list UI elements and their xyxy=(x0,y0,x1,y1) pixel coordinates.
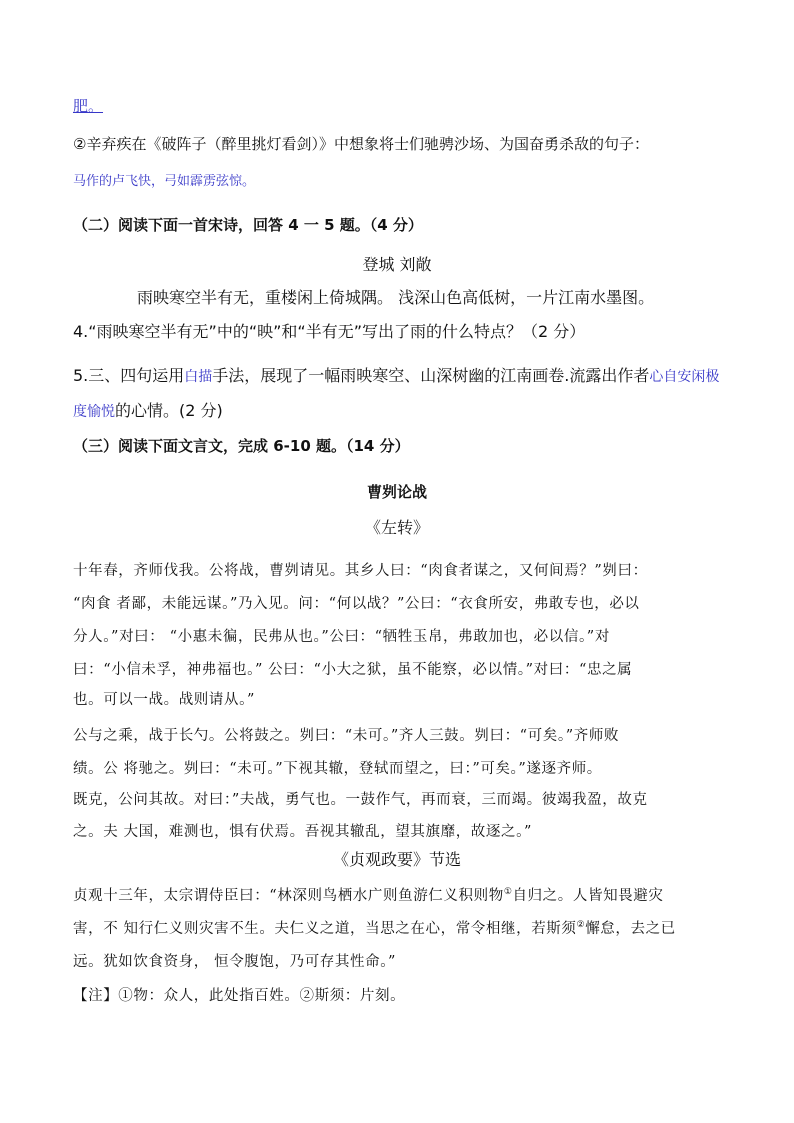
q5-answer-2b: 度愉悦 xyxy=(73,404,115,420)
text-2-line-1a: 贞观十三年，太宗谓侍臣曰：“林深则鸟栖水广则鱼游仁义积则物 xyxy=(73,888,504,904)
text-2-line: 远。犹如饮食资身， 恒令腹饱，乃可存其性命。” xyxy=(73,954,397,970)
answer-line-1: 肥。 xyxy=(73,97,104,115)
text-2-line xyxy=(73,886,663,906)
q5-pre: 5.三、四句运用 xyxy=(73,366,185,385)
text-2-line-2b: 懈怠，去之已 xyxy=(585,921,676,937)
text-1-line: 之。夫 大国，难测也，惧有伏焉。吾视其辙乱，望其旗靡，故逐之。” xyxy=(73,824,532,840)
text-1-line: 十年春，齐师伐我。公将战，曹刿请见。其乡人曰：“肉食者谋之，又何间焉？”刿曰： xyxy=(73,563,648,579)
question-5 xyxy=(73,366,719,387)
text-1-line: “肉食 者鄙，未能远谋。”乃入见。问：“何以战？”公曰：“衣食所安，弗敢专也，必以 xyxy=(73,596,640,612)
text-2-title: 《贞观政要》节选 xyxy=(332,850,461,869)
poem-text: 雨映寒空半有无，重楼闲上倚城隅。 浅深山色高低树，一片江南水墨图。 xyxy=(137,288,655,307)
q5-answer-2a: 心自安闲极 xyxy=(649,369,720,385)
question-2: ②辛弃疾在《破阵子（醉里挑灯看剑）》中想象将士们驰骋沙场、为国奋勇杀敌的句子： xyxy=(73,135,649,153)
q5-post: 的心情。(2 分) xyxy=(115,401,223,420)
footnote: 【注】①物：众人，此处指百姓。②斯须：片刻。 xyxy=(73,988,406,1004)
q5-mid: 手法，展现了一幅雨映寒空、山深树幽的江南画卷.流露出作者 xyxy=(212,366,650,385)
section-2-heading: （二）阅读下面一首宋诗，回答 4 一 5 题。（4 分） xyxy=(73,216,423,234)
section-3-heading: （三）阅读下面文言文，完成 6-10 题。（14 分） xyxy=(73,437,410,455)
text-1-line: 绩。公 将驰之。刿曰：“未可。”下视其辙，登轼而望之，曰：”可矣。”遂逐齐师。 xyxy=(73,761,602,777)
text-2-line xyxy=(73,919,676,939)
text-1-line: 曰：“小信未孚，神弗福也。” 公曰：“小大之狱，虽不能察，必以情。”对曰：“忠之属 xyxy=(73,662,633,678)
footnote-marker-1: ① xyxy=(503,887,513,898)
text-1-title: 曹刿论战 xyxy=(366,483,427,501)
footnote-marker-2: ② xyxy=(576,920,586,931)
question-5-cont xyxy=(73,401,223,422)
question-4: 4.“雨映寒空半有无”中的“映”和“半有无”写出了雨的什么特点？（2 分） xyxy=(73,322,586,341)
text-1-line: 公与之乘，战于长勺。公将鼓之。刿曰：“未可。”齐人三鼓。刿曰：“可矣。”齐师败 xyxy=(73,728,620,744)
q5-answer-1: 白描 xyxy=(184,369,213,385)
text-1-line: 既克，公问其故。对曰：”夫战，勇气也。一鼓作气，再而衰，三而竭。彼竭我盈，故克 xyxy=(73,792,648,808)
answer-line-2: 马作的卢飞快，弓如霹雳弦惊。 xyxy=(73,174,256,189)
text-2-line-1b: 自归之。人皆知畏避灾 xyxy=(512,888,664,904)
text-2-line-2a: 害，不 知行仁义则灾害不生。夫仁义之道，当思之在心，常令相继，若斯须 xyxy=(73,921,577,937)
poem-title: 登城 刘敞 xyxy=(362,255,432,274)
text-1-line: 也。可以一战。战则请从。” xyxy=(73,692,255,708)
text-1-source: 《左转》 xyxy=(364,518,429,537)
text-1-line: 分人。”对曰： “小惠未徧，民弗从也。”公曰：“牺牲玉帛，弗敢加也，必以信。”对 xyxy=(73,629,610,645)
